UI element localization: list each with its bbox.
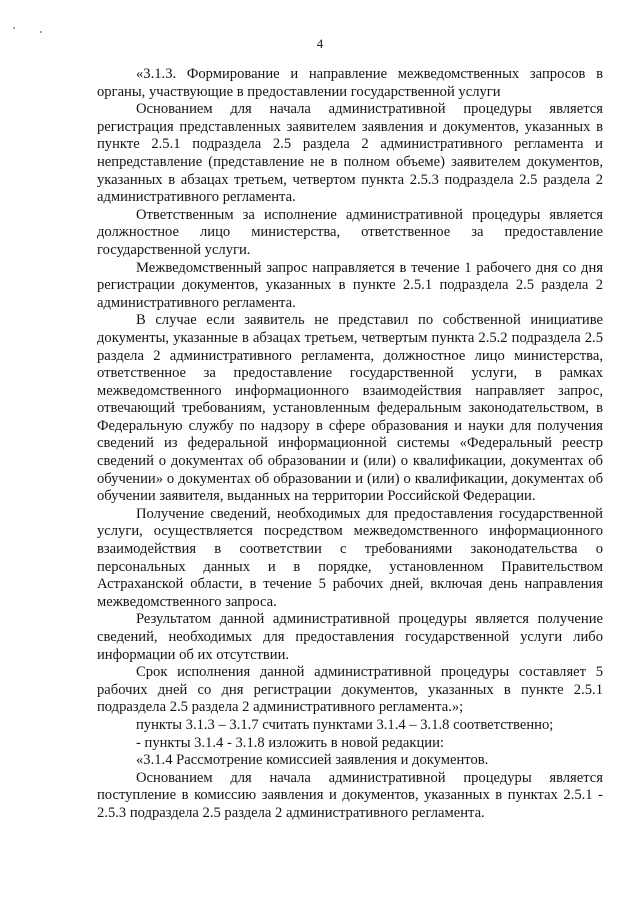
paragraph-procedure-result: Результатом данной административной процедуры является получение сведений, необходимых для предоставления государственной услуги либо информации об их отсутствии. <box>97 611 603 663</box>
paragraph-procedure-term: Срок исполнения данной административной процедуры составляет 5 рабочих дней со дня регистрации документов, указанных в пункте 2.5.1 подраздела 2.5 раздела 2 административного регламента.»; <box>97 664 603 716</box>
scan-artifact-dot <box>40 31 42 33</box>
paragraph-commission-basis: Основанием для начала административной процедуры является поступление в комиссию заявления и документов, указанных в пунктах 2.5.1 - 2.5.3 подраздела 2.5 раздела 2 административного регламента. <box>97 769 603 821</box>
paragraph-section-3-1-3-heading: «3.1.3. Формирование и направление межведомственных запросов в органы, участвующие в предоставлении государственной услуги <box>97 66 603 100</box>
paragraph-interagency-request: В случае если заявитель не представил по собственной инициативе документы, указанные в абзацах третьем, четвертым пункта 2.5.2 подраздела 2.5 раздела 2 административного регламента, должностное лицо министерства, ответственное за предоставление государственной услуги, в рамках межведомственного информационного взаимодействия направляет запрос, отвечающий требованиям, установленным федеральным законодательством, в Федеральную службу по надзору в сфере образования и науки для получения сведений из федеральной информационной системы «Федеральный реестр сведений о документах об образовании и (или) о квалификации, документах об обучении» о документах об образовании и (или) о квалификации, документах об обучении заявителя, выданных на территории Российской Федерации. <box>97 312 603 505</box>
scan-artifact-dot <box>13 27 15 29</box>
paragraph-new-edition: - пункты 3.1.4 - 3.1.8 изложить в новой редакции: <box>136 734 444 751</box>
paragraph-responsible-person: Ответственным за исполнение административной процедуры является должностное лицо министерства, ответственное за предоставление государственной услуги. <box>97 206 603 258</box>
paragraph-request-timing: Межведомственный запрос направляется в течение 1 рабочего дня со дня регистрации документов, указанных в пункте 2.5.1 подраздела 2.5 раздела 2 административного регламента. <box>97 259 603 311</box>
paragraph-section-3-1-4-heading: «3.1.4 Рассмотрение комиссией заявления и документов. <box>136 752 489 769</box>
paragraph-information-receipt: Получение сведений, необходимых для предоставления государственной услуги, осуществляется посредством межведомственного информационного взаимодействия в соответствии с требованиями законодательства о персональных данных и в порядке, установленном Правительством Астраханской области, в течение 5 рабочих дней, включая день направления межведомственного запроса. <box>97 505 603 610</box>
document-body <box>97 66 603 823</box>
paragraph-renumbering: пункты 3.1.3 – 3.1.7 считать пунктами 3.1.4 – 3.1.8 соответственно; <box>136 716 554 733</box>
paragraph-procedure-basis: Основанием для начала административной процедуры является регистрация представленных заявителем заявления и документов, указанных в пункте 2.5.1 подраздела 2.5 раздела 2 административного регламента и непредставление (представление не в полном объеме) заявителем документов, указанных в абзацах третьем, четвертом пункта 2.5.3 подраздела 2.5 раздела 2 административного регламента. <box>97 101 603 206</box>
page-number: 4 <box>316 36 324 51</box>
